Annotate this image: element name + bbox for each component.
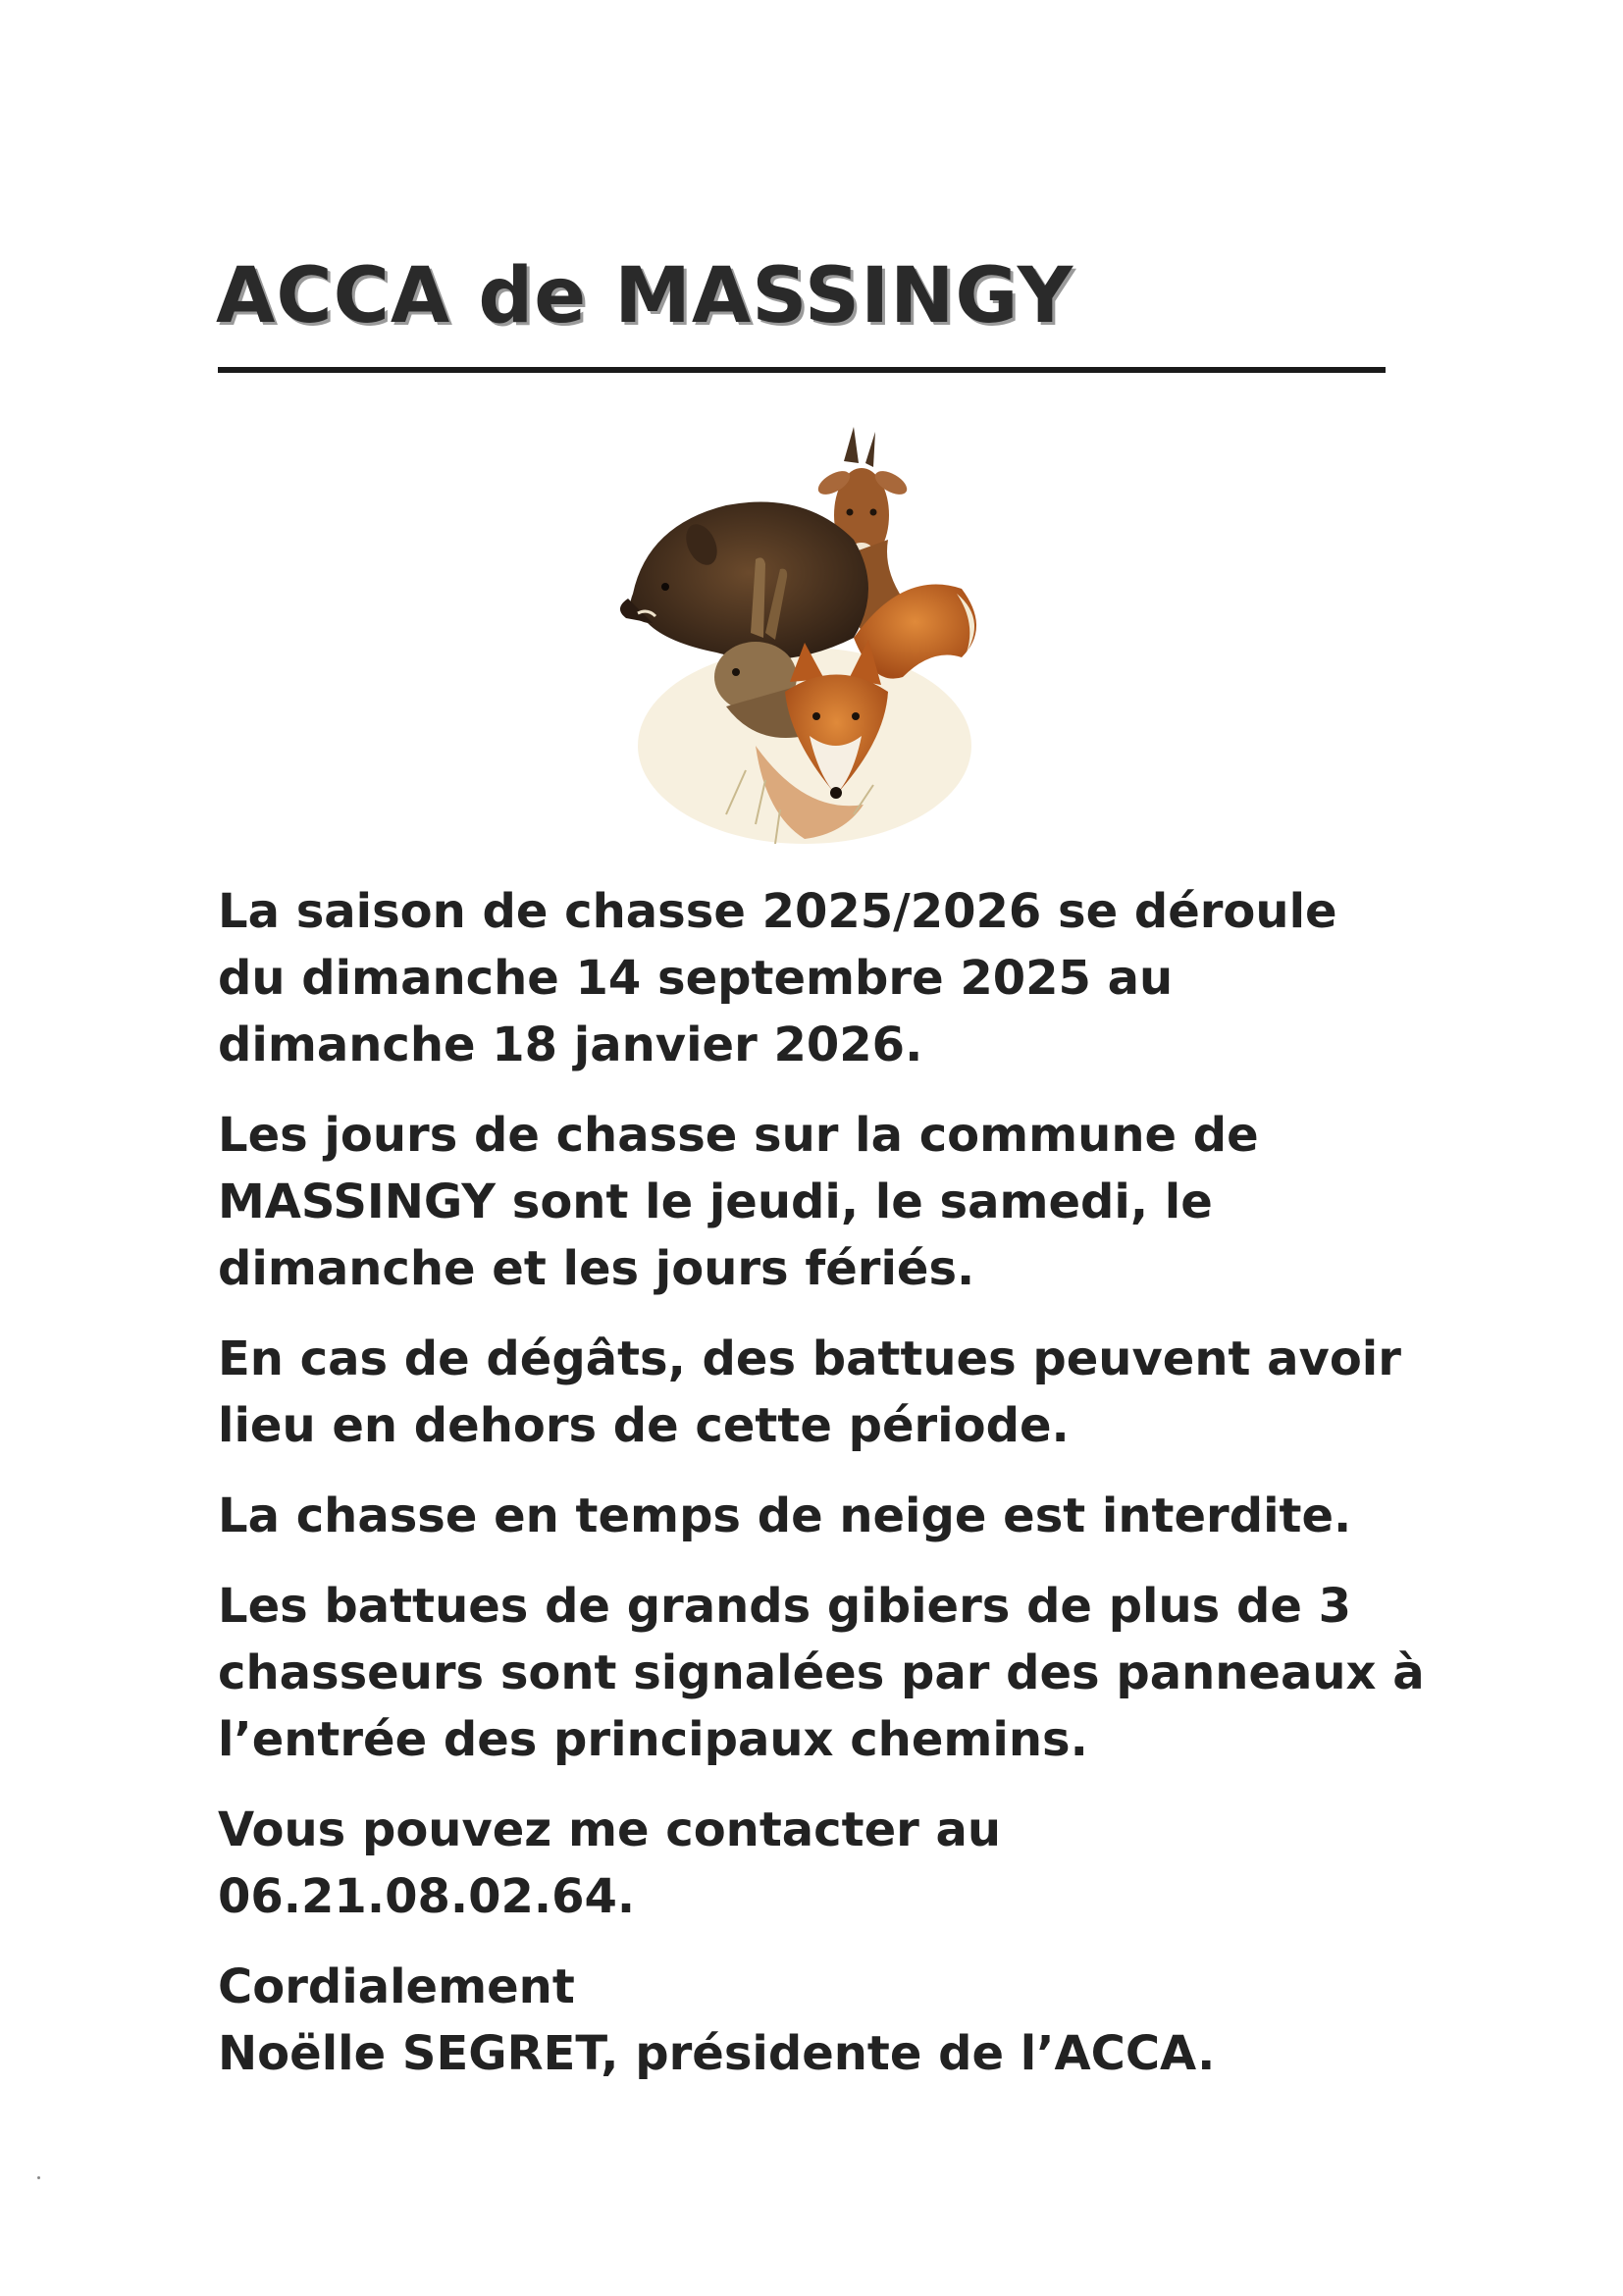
scan-speck bbox=[37, 2176, 40, 2179]
paragraph-hunting-days bbox=[218, 1102, 1444, 1302]
page-title: ACCA de MASSINGY bbox=[216, 252, 1074, 340]
text-line: La chasse en temps de neige est interdite. bbox=[218, 1488, 1352, 1543]
paragraph-contact bbox=[218, 1797, 1444, 1930]
text-line: MASSINGY sont le jeudi, le samedi, le bbox=[218, 1174, 1213, 1229]
paragraph-snow-ban bbox=[218, 1483, 1444, 1549]
text-line: Les jours de chasse sur la commune de bbox=[218, 1108, 1259, 1163]
paragraph-big-game-signs bbox=[218, 1573, 1444, 1773]
notice-body bbox=[218, 878, 1444, 2111]
text-line: lieu en dehors de cette période. bbox=[218, 1398, 1070, 1453]
text-line: En cas de dégâts, des battues peuvent avoir bbox=[218, 1331, 1401, 1386]
wild-boar-icon bbox=[620, 502, 868, 660]
text-line: l’entrée des principaux chemins. bbox=[218, 1712, 1088, 1767]
text-line: dimanche et les jours fériés. bbox=[218, 1241, 975, 1296]
text-line: La saison de chasse 2025/2026 se déroule bbox=[218, 884, 1337, 939]
signature-line: Noëlle SEGRET, présidente de l’ACCA. bbox=[218, 2026, 1216, 2081]
paragraph-signature bbox=[218, 1954, 1444, 2087]
text-line: Cordialement bbox=[218, 1959, 575, 2014]
text-line: chasseurs sont signalées par des panneaux à bbox=[218, 1645, 1425, 1700]
text-line: Vous pouvez me contacter au bbox=[218, 1802, 1002, 1857]
text-line: Les battues de grands gibiers de plus de 3 bbox=[218, 1579, 1351, 1634]
title-underline bbox=[218, 367, 1386, 373]
paragraph-season bbox=[218, 878, 1444, 1078]
paragraph-damage-beats bbox=[218, 1326, 1444, 1459]
hunting-animals-illustration bbox=[608, 422, 1001, 854]
text-line: dimanche 18 janvier 2026. bbox=[218, 1018, 923, 1072]
text-line: du dimanche 14 septembre 2025 au bbox=[218, 951, 1174, 1006]
phone-number: 06.21.08.02.64. bbox=[218, 1869, 636, 1924]
